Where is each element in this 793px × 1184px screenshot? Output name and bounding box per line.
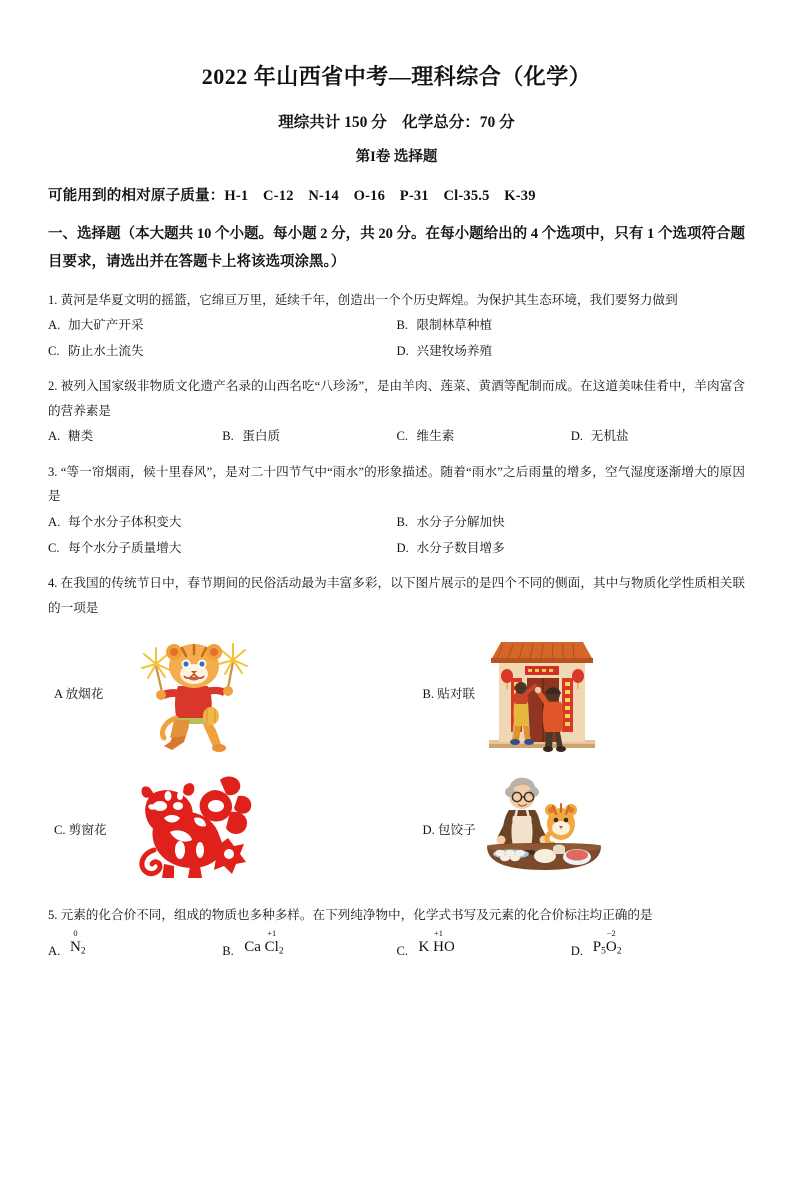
option-b[interactable] [397, 313, 746, 338]
question-1 [48, 288, 745, 364]
formula-option-a[interactable] [48, 928, 222, 959]
papercut-tiger-illustration [134, 766, 256, 890]
tiger-sparkler-illustration [134, 630, 256, 754]
option-label: B. [422, 686, 435, 701]
option-label: C. [54, 822, 66, 837]
question-5 [48, 903, 745, 959]
option-text: 糖类 [68, 429, 94, 444]
question-stem: 5. 元素的化合价不同，组成的物质也多种多样。在下列纯净物中，化学式书写及元素的化合价标注均正确的是 [48, 908, 653, 923]
option-label: D. [570, 943, 583, 958]
option-text: 水分子数目增多 [416, 540, 505, 555]
option-c[interactable] [48, 339, 397, 364]
subscript: 2 [80, 946, 86, 957]
picture-option-d-label [397, 819, 483, 838]
subscript: 2 [278, 946, 284, 957]
picture-option-a[interactable] [48, 628, 397, 756]
option-label: D. [570, 429, 583, 444]
option-a[interactable] [48, 313, 397, 338]
question-stem: 2. 被列入国家级非物质文化遗产名录的山西名吃“八珍汤”，是由羊肉、莲菜、黄酒等配制而成。在这道美味佳肴中，羊肉富含的营养素是 [48, 379, 745, 418]
element-symbol: K [418, 938, 430, 955]
option-label: A. [48, 429, 61, 444]
option-label: A. [48, 515, 61, 530]
picture-option-b[interactable] [397, 628, 746, 756]
atom-k [419, 939, 430, 956]
picture-option-a-label [48, 683, 134, 702]
picture-option-d[interactable] [397, 764, 746, 892]
option-text: 水分子分解加快 [416, 515, 505, 530]
option-label: C. [396, 429, 409, 444]
option-text: 放烟花 [65, 686, 104, 701]
option-c[interactable] [397, 424, 571, 449]
option-label: C. [396, 943, 409, 958]
valence-label: −2 [606, 928, 616, 938]
option-b[interactable] [397, 510, 746, 535]
option-a[interactable] [48, 510, 397, 535]
option-text: 加大矿产开采 [68, 318, 144, 333]
subscript: 5 [601, 946, 606, 957]
valence-label: +1 [434, 928, 443, 938]
element-symbol: Ca [244, 938, 261, 955]
option-text: 防止水土流失 [68, 343, 144, 358]
option-label: B. [222, 429, 234, 444]
option-label: B. [396, 515, 409, 530]
option-row [48, 536, 745, 561]
picture-option-c-label [48, 819, 134, 838]
atom-ca [244, 939, 261, 956]
chemical-formula-n2 [70, 928, 86, 957]
question-stem: 1. 黄河是华夏文明的摇篮，它绵亘万里，延续千年，创造出一个个历史辉煌。为保护其生态环境，我们要努力做到 [48, 292, 678, 307]
score-subtitle: 理综共计 150 分 化学总分：70 分 [278, 113, 515, 131]
option-d[interactable] [397, 339, 746, 364]
option-d[interactable] [397, 536, 746, 561]
chemical-formula-p5o2 [592, 928, 622, 957]
formula-option-row [48, 928, 745, 959]
picture-option-c[interactable] [48, 764, 397, 892]
formula-option-d[interactable] [570, 928, 745, 959]
part-one-heading: 一、选择题（本大题共 10 个小题。每小题 2 分，共 20 分。在每小题给出的 4 个选项中，只有 1 个选项符合题目要求，请选出并在答题卡上将该选项涂黑。） [48, 225, 745, 270]
valence-label: 0 [73, 928, 78, 938]
element-symbol: P [592, 938, 602, 955]
question-4 [48, 571, 745, 892]
option-label: C. [48, 343, 60, 358]
dumpling-making-illustration [483, 766, 605, 890]
option-text: 蛋白质 [242, 429, 281, 444]
option-label: C. [48, 540, 60, 555]
option-text: 贴对联 [437, 686, 475, 701]
formula-option-c[interactable] [396, 928, 571, 959]
option-c[interactable] [48, 536, 397, 561]
element-symbol: Cl [264, 938, 279, 955]
picture-option-row [48, 628, 745, 756]
picture-option-row [48, 764, 745, 892]
option-text: 无机盐 [590, 429, 629, 444]
option-row [48, 313, 745, 338]
option-label: A [54, 686, 63, 701]
question-stem: 4. 在我国的传统节日中，春节期间的民俗活动最为丰富多彩，以下图片展示的是四个不同的侧面，其中与物质化学性质相关联的一项是 [48, 576, 745, 615]
option-label: B. [222, 943, 234, 958]
atom-h [433, 928, 444, 956]
subscript: 2 [616, 946, 622, 957]
option-d[interactable] [571, 424, 745, 449]
element-symbol: O [443, 938, 455, 955]
atom-n [70, 928, 81, 956]
valence-label: +1 [267, 928, 277, 938]
option-label: A. [48, 943, 61, 958]
option-label: D. [396, 343, 409, 358]
option-text: 限制林草种植 [416, 318, 493, 333]
element-symbol: N [70, 938, 81, 955]
formula-option-b[interactable] [222, 928, 396, 959]
option-a[interactable] [48, 424, 222, 449]
option-text: 每个水分子质量增大 [68, 540, 182, 555]
option-text: 剪窗花 [68, 822, 107, 837]
atom-o [605, 928, 617, 956]
atom-cl [264, 928, 279, 956]
option-text: 每个水分子体积变大 [68, 515, 182, 530]
element-symbol: H [433, 938, 444, 955]
option-text: 兴建牧场养殖 [416, 343, 493, 358]
gate-couplet-illustration [483, 630, 605, 754]
question-stem: 3. “等一帘烟雨，候十里春风”，是对二十四节气中“雨水”的形象描述。随着“雨水”之后雨量的增多，空气湿度逐渐增大的原因是 [48, 464, 745, 504]
exam-page [0, 62, 793, 1184]
chemical-formula-kho [418, 928, 455, 956]
option-b[interactable] [222, 424, 396, 449]
atomic-mass-line: 可能用到的相对原子质量：H-1 C-12 N-14 O-16 P-31 Cl-35.5 K-39 [48, 187, 536, 204]
option-row [48, 424, 745, 449]
option-text: 维生素 [416, 429, 455, 444]
atom-o [444, 939, 455, 956]
option-label: A. [48, 318, 61, 333]
atom-p [593, 939, 601, 956]
section-title: 第I卷 选择题 [355, 149, 438, 166]
chemical-formula-cacl2 [244, 928, 284, 957]
option-text: 包饺子 [437, 822, 476, 837]
page-title: 2022 年山西省中考—理科综合（化学） [201, 64, 592, 89]
option-label: D. [422, 822, 435, 837]
question-3 [48, 460, 745, 560]
picture-option-b-label [397, 683, 483, 702]
option-row [48, 339, 745, 364]
element-symbol: O [605, 938, 617, 955]
question-2 [48, 374, 745, 449]
option-label: D. [396, 540, 409, 555]
option-row [48, 510, 745, 535]
option-label: B. [396, 318, 409, 333]
